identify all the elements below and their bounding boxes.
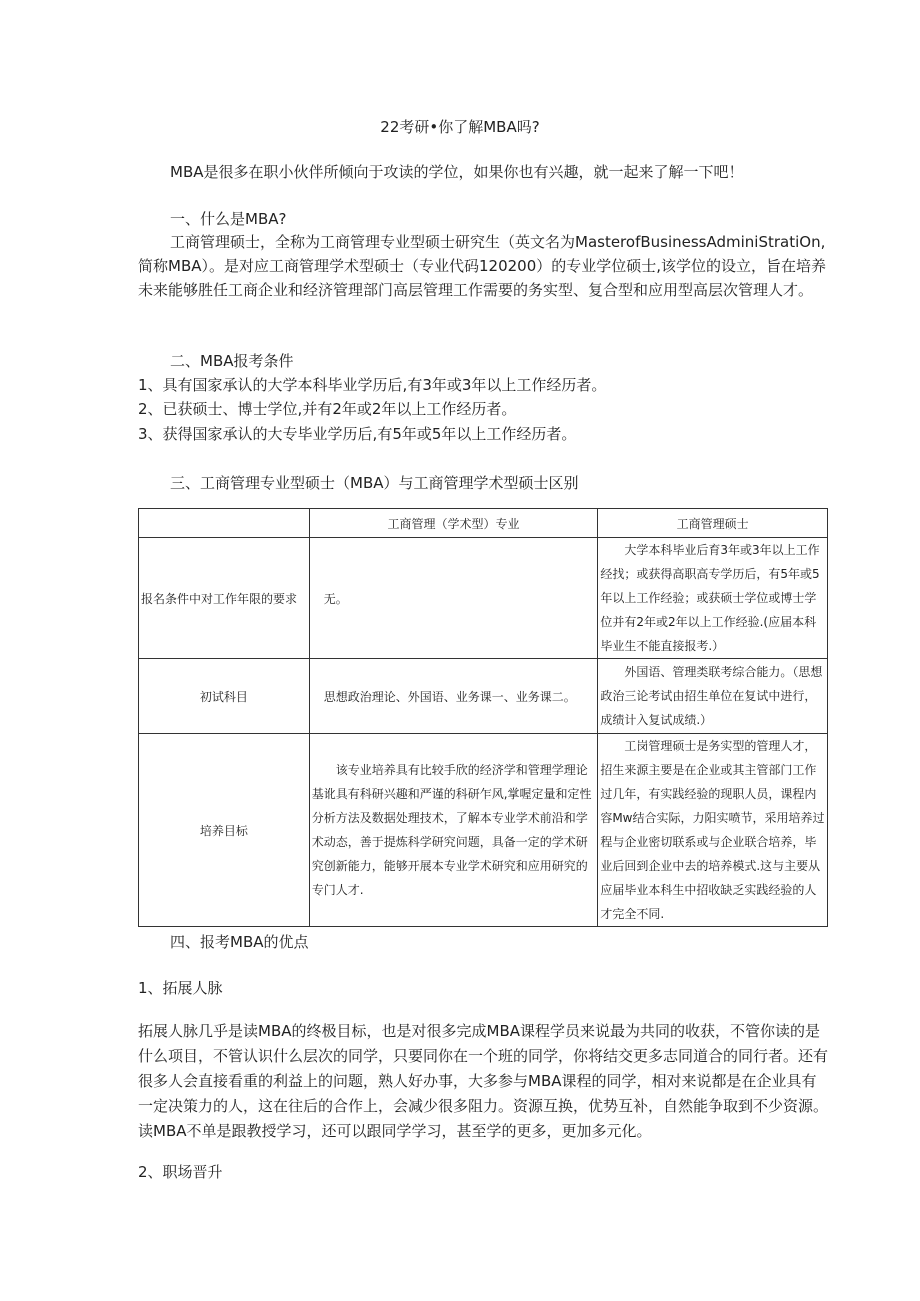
academic-cell: 思想政治理论、外国语、业务课一、业务课二。: [309, 659, 598, 734]
table-header-academic: 工商管理（学术型）专业: [309, 509, 598, 538]
comparison-table: [138, 508, 828, 927]
table-header-mba: 工商管理硕士: [598, 509, 828, 538]
condition-item-2: 2、已获硕士、博士学位,并有2年或2年以上工作经历者。: [138, 400, 517, 418]
mba-cell: 工岗管理硕士是务实型的管理人才，招生来源主要是在企业或其主管部门工作过几年，有实践经验的现职人员，课程内容Mw结合实际，力阳实喷节，采用培养过程与企业密切联系或与企业联合培养，毕业后回到企业中去的培养模式.这与主要从应届毕业本科生中招收缺乏实践经验的人才完全不同.: [600, 739, 825, 921]
table-row: [139, 659, 828, 734]
table-header-row: [139, 509, 828, 538]
row-label: 报名条件中对工作年限的要求: [139, 538, 310, 659]
table-row: [139, 734, 828, 927]
advantage1-body: 拓展人脉几乎是读MBA的终极目标，也是对很多完成MBA课程学员来说最为共同的收获，不管你读的是什么项目，不管认识什么层次的同学，只要同你在一个班的同学，你将结交更多志同道合的同行者。还有很多人会直接看重的利益上的问题，熟人好办事，大多参与MBA课程的同学，相对来说都是在企业具有一定决策力的人，这在往后的合作上，会减少很多阻力。资源互换，优势互补，自然能争取到不少资源。读MBA不单是跟教授学习，还可以跟同学学习，甚至学的更多，更加多元化。: [138, 1022, 829, 1140]
page-title: 22考研•你了解MBA吗?: [380, 118, 540, 136]
condition-item-3: 3、获得国家承认的大专毕业学历后,有5年或5年以上工作经历者。: [138, 425, 577, 443]
table-header-empty: [139, 509, 310, 538]
advantage1-heading: 1、拓展人脉: [138, 979, 223, 997]
section1-heading: 一、什么是MBA?: [170, 210, 287, 228]
mba-cell: 大学本科毕业后育3年或3年以上工作经找；或获得高职高专学历后，有5年或5年以上工作经验；或获硕士学位或博士学位并有2年或2年以上工作经验.(应届本科毕业生不能直接报考.）: [600, 543, 820, 653]
intro-text: MBA是很多在职小伙伴所倾向于攻读的学位，如果你也有兴趣，就一起来了解一下吧！: [170, 163, 744, 181]
row-label: 初试科目: [139, 659, 310, 734]
section2-heading: 二、MBA报考条件: [170, 352, 294, 370]
section3-heading: 三、工商管理专业型硕士（MBA）与工商管理学术型硕士区别: [170, 474, 579, 492]
academic-cell: 该专业培养具有比较手欣的经济学和管理学理论基讹具有科研兴趣和严谨的科研乍风,掌喔定量和定性分析方法及数据处理技术，了解本专业学术前沿和学术动态，善于提炼科学研究问题，具备一定的学术研究创新能力，能够开展本专业学术研究和应用研究的专门人才.: [311, 763, 592, 897]
condition-item-1: 1、具有国家承认的大学本科毕业学历后,有3年或3年以上工作经历者。: [138, 376, 607, 394]
advantage2-heading: 2、职场晋升: [138, 1163, 223, 1181]
section4-heading: 四、报考MBA的优点: [170, 933, 309, 951]
row-label: 培养目标: [139, 734, 310, 927]
mba-cell: 外国语、管理类联考综合能力。（思想政治三论考试由招生单位在复试中进行，成绩计入复试成绩.）: [600, 665, 823, 727]
academic-cell: 无。: [309, 538, 598, 659]
section1-body: 工商管理硕士，全称为工商管理专业型硕士研究生（英文名为MasterofBusinessAdminiStratiOn,简称MBA）。是对应工商管理学术型硕士（专业代码120200）的专业学位硕士,该学位的设立，旨在培养未来能够胜任工商企业和经济管理部门高层管理工作需要的务实型、复合型和应用型高层次管理人才。: [138, 233, 827, 299]
table-row: [139, 538, 828, 659]
